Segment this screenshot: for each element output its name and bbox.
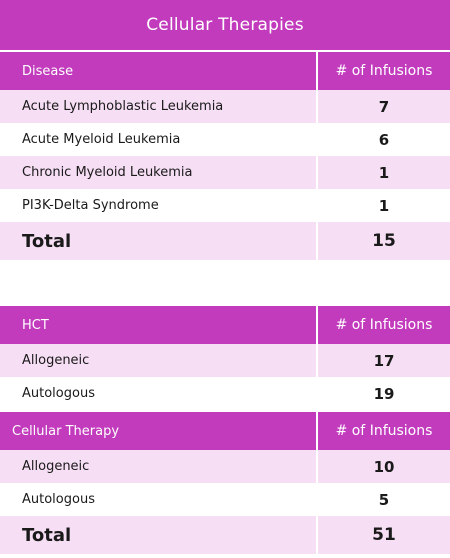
cellular-therapy-table — [0, 412, 450, 554]
column-header-infusions: # of Infusions — [316, 52, 450, 90]
infusion-count: 6 — [316, 123, 450, 156]
infusion-count: 1 — [316, 189, 450, 222]
table-header — [0, 412, 450, 450]
table-row — [0, 377, 450, 410]
disease-name: Chronic Myeloid Leukemia — [22, 165, 193, 180]
table-row — [0, 123, 450, 156]
page-title: Cellular Therapies — [146, 15, 304, 35]
table-row — [0, 483, 450, 516]
hct-type: Allogeneic — [22, 353, 90, 368]
total-row — [0, 516, 450, 554]
table-row — [0, 189, 450, 222]
disease-name: Acute Lymphoblastic Leukemia — [22, 99, 224, 114]
table-row — [0, 344, 450, 377]
therapy-type: Allogeneic — [22, 459, 90, 474]
table-header — [0, 52, 450, 90]
total-value: 15 — [316, 222, 450, 260]
infusion-count: 7 — [316, 90, 450, 123]
column-header-disease: Disease — [22, 63, 74, 79]
infusion-count: 10 — [316, 450, 450, 483]
total-value: 51 — [316, 516, 450, 554]
table-row — [0, 156, 450, 189]
disease-table — [0, 52, 450, 260]
therapy-type: Autologous — [22, 492, 95, 507]
table-row — [0, 90, 450, 123]
hct-type: Autologous — [22, 386, 95, 401]
column-header-infusions: # of Infusions — [316, 306, 450, 344]
column-header-hct: HCT — [22, 317, 49, 333]
page-title-bar — [0, 0, 450, 50]
infusion-count: 5 — [316, 483, 450, 516]
table-row — [0, 450, 450, 483]
hct-table — [0, 306, 450, 410]
total-label: Total — [22, 524, 72, 546]
total-row — [0, 222, 450, 260]
table-header — [0, 306, 450, 344]
column-header-cellular-therapy: Cellular Therapy — [12, 423, 120, 439]
infusion-count: 1 — [316, 156, 450, 189]
disease-name: PI3K-Delta Syndrome — [22, 198, 159, 213]
infusion-count: 19 — [316, 377, 450, 410]
disease-name: Acute Myeloid Leukemia — [22, 132, 181, 147]
total-label: Total — [22, 230, 72, 252]
column-header-infusions: # of Infusions — [316, 412, 450, 450]
infusion-count: 17 — [316, 344, 450, 377]
